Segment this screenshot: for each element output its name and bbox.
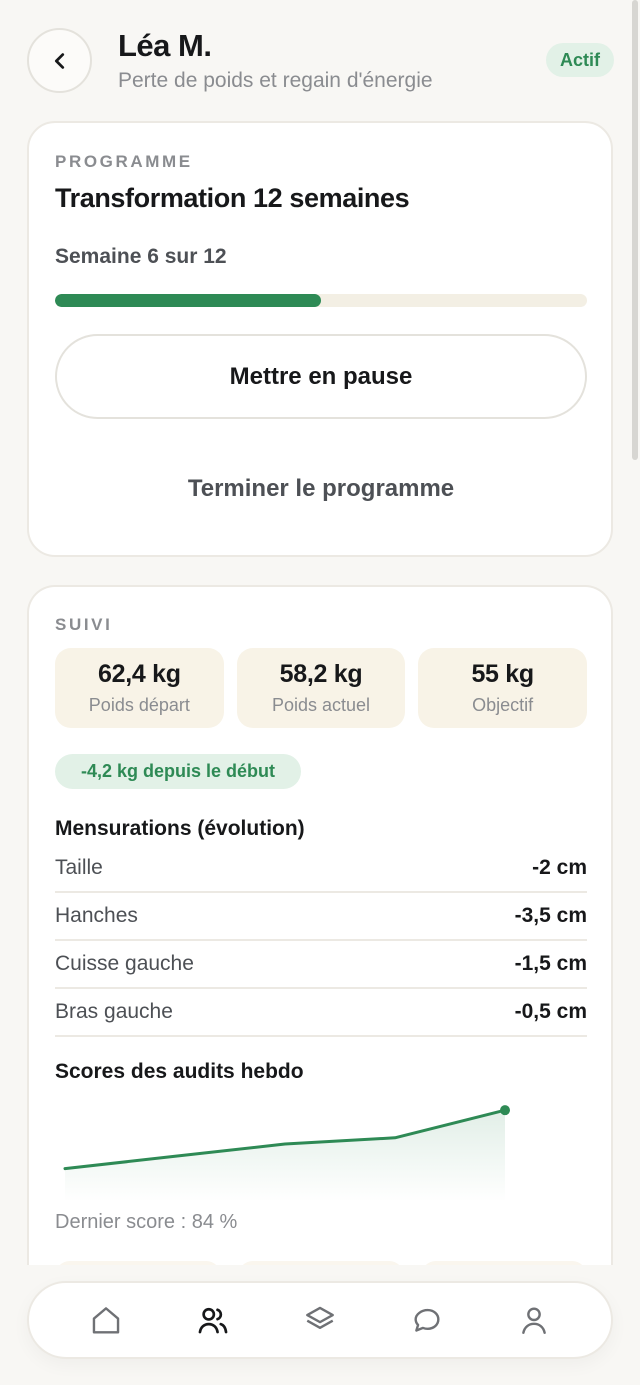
chat-icon [410,1303,444,1337]
measure-name: Taille [55,856,103,879]
client-name: Léa M. [118,28,212,63]
nav-programs[interactable] [290,1290,350,1350]
measure-value: -3,5 cm [514,904,587,927]
audit-scores-svg [55,1092,587,1202]
program-progress-bar [55,294,587,307]
pause-button[interactable]: Mettre en pause [55,334,587,419]
measure-row [55,893,587,941]
status-badge: Actif [546,43,614,77]
scrollbar[interactable] [632,0,638,460]
measure-value: -2 cm [532,856,587,879]
measures-title: Mensurations (évolution) [55,817,305,840]
week-label: Semaine 6 sur 12 [55,245,227,268]
stat-value: 58,2 kg [279,660,363,688]
measure-name: Cuisse gauche [55,952,194,975]
weight-stats [55,648,587,728]
program-card [27,121,613,557]
bottom-nav [27,1281,613,1359]
stat-label: Poids départ [88,695,190,715]
program-eyebrow: PROGRAMME [55,152,193,171]
stat-start-weight [55,648,224,728]
chart-last-point [500,1105,510,1115]
measures-list [55,845,587,1037]
header [0,0,640,110]
stat-current-weight [237,648,406,728]
audits-title: Scores des audits hebdo [55,1060,304,1083]
stat-label: Objectif [472,695,534,715]
nav-home[interactable] [76,1290,136,1350]
client-goal: Perte de poids et regain d'énergie [118,69,433,92]
stat-value: 62,4 kg [97,660,181,688]
user-icon [517,1303,551,1337]
program-progress-fill [55,294,321,307]
chart-area [65,1110,505,1202]
nav-messages[interactable] [397,1290,457,1350]
chevron-left-icon [49,50,71,72]
stat-label: Poids actuel [271,695,371,715]
end-program-button[interactable]: Terminer le programme [187,475,455,502]
audit-scores-chart [55,1092,587,1202]
measure-value: -0,5 cm [514,1000,587,1023]
back-button[interactable] [27,28,92,93]
measure-row [55,941,587,989]
home-icon [89,1303,123,1337]
weight-delta-badge: -4,2 kg depuis le début [55,754,301,789]
measure-name: Bras gauche [55,1000,173,1023]
tracking-card [27,585,613,1305]
users-icon [196,1303,230,1337]
layers-icon [303,1303,337,1337]
measure-row [55,989,587,1037]
stat-value: 55 kg [471,660,534,688]
program-title: Transformation 12 semaines [55,183,410,213]
tracking-eyebrow: SUIVI [55,615,113,634]
stat-target-weight [418,648,587,728]
measure-value: -1,5 cm [514,952,587,975]
nav-profile[interactable] [504,1290,564,1350]
nav-clients[interactable] [183,1290,243,1350]
measure-row [55,845,587,893]
last-score: Dernier score : 84 % [55,1211,238,1233]
measure-name: Hanches [55,904,138,927]
